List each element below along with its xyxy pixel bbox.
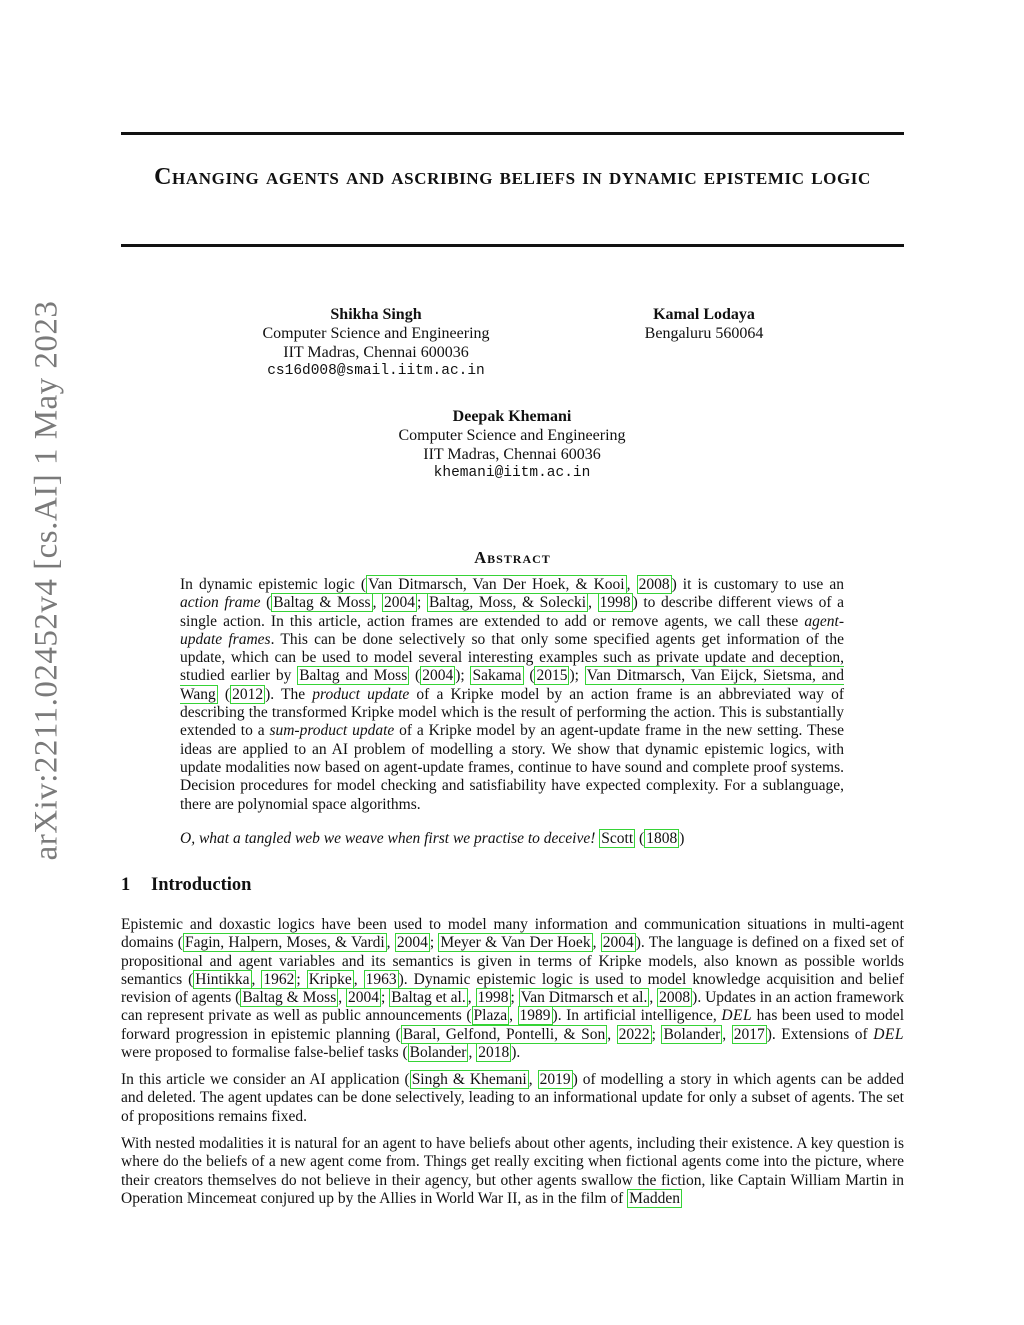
paper-title: Changing agents and ascribing beliefs in dynamic epistemic logic [154,164,871,190]
author-block [372,407,652,483]
citation-link[interactable]: Baltag, Moss, & Solecki [428,594,587,612]
abstract-text: In dynamic epistemic logic ( Van Ditmarsch, Van Der Hoek, & Kooi , 2008 ) it is customary to use an action frame ( Baltag & Moss , 2004 ; Baltag, Moss, & Solecki , 1998 ) to describe different views of a single action. In this article, action frames are extended to add or remove agents, we call these agent-update frames. This can be done selectively so that only some specified agents get information of the update, which can be used to model several interesting examples such as private update and deception, studied earlier by Baltag and Moss ( 2004 ); Sakama ( 2015 ); Van Ditmarsch, Van Eijck, Sietsma, and Wang ( 2012 ). The product update of a Kripke model by an action frame is an abbreviated way of describing the transformed Kripke model which is the result of performing the action. This is substantially extended to a sum-product update of a Kripke model by an agent-update frame in the new setting. These ideas are applied to an AI problem of modelling a story. We show that dynamic epistemic logics, with update modalities now based on agent-update frames, continue to have sound and complete proof systems. Decision procedures for model checking and satisfiability have expected complexity. For a sublanguage, there are polynomial space algorithms. [180,576,845,813]
citation-link[interactable]: Singh & Khemani [411,1071,527,1088]
citation-link[interactable]: 1963 [365,970,397,988]
citation-link[interactable]: 2004 [384,594,416,612]
citation-link[interactable]: 2022 [618,1025,650,1043]
author-block [604,305,804,343]
citation-link[interactable]: Van Ditmarsch, Van Eijck, Sietsma, and Wang [180,667,844,703]
citation-link[interactable]: Bolander [663,1025,721,1043]
citation-link[interactable]: Hintikka [195,970,250,988]
body-paragraph: Epistemic and doxastic logics have been used to model many information and communication situations in multi-agent domains ( Fagin, Halpern, Moses, & Vardi , 2004 ; Meyer & Van Der Hoek , 2004 ). The language is defined on a fixed set of propositional and agent variables and its semantics is given in terms of Kripke models, also known as possible worlds semantics ( Hintikka , 1962 ; Kripke , 1963 ). Dynamic epistemic logic is used to model knowledge acquisition and belief revision of agents ( Baltag & Moss , 2004 ; Baltag et al. , 1998 ; Van Ditmarsch et al. , 2008 ). Updates in an action framework can represent private as well as public announcements ( Plaza , 1989 ). In artificial intelligence, DEL has been used to model forward progression in epistemic planning ( Baral, Gelfond, Pontelli, & Son , 2022 ; Bolander , 2017 ). Extensions of DEL were proposed to formalise false-belief tasks ( Bolander , 2018 ). [121,916,905,1062]
citation-link[interactable]: Meyer & Van Der Hoek [440,934,591,952]
section-heading [121,875,251,896]
citation-link[interactable]: Fagin, Halpern, Moses, & Vardi [184,934,385,952]
citation-link[interactable]: 2008 [659,989,691,1007]
arxiv-identifier: arXiv:2211.02452v4 [cs.AI] 1 May 2023 [28,300,65,860]
abstract-heading: Abstract [474,548,551,567]
section-title: Introduction [151,875,252,895]
citation-link[interactable]: Plaza [473,1007,508,1025]
body-paragraph: In this article we consider an AI application ( Singh & Khemani , 2019 ) of modelling a story in which agents can be added and deleted. The agent updates can be done selectively, leading to an informational update for only a subset of agents. The set of propositions remains fixed. [121,1071,904,1125]
citation-link[interactable]: 2018 [478,1044,510,1062]
author-block [236,305,516,381]
citation-link[interactable]: 2004 [348,989,380,1007]
author-address: IIT Madras, Chennai 60036 [423,446,601,463]
citation-link[interactable]: Baltag & Moss [273,594,371,612]
body-paragraph: With nested modalities it is natural for an agent to have beliefs about other agents, including their existence. A key question is where do the beliefs of a new agent come from. Things get really exciting when fictional agents come into the picture, where their creators themselves do not believe in their agency, but other agents swallow the fiction, like Captain William Martin in Operation Mincemeat conjured up by the Allies in World War II, as in the film of Madden [121,1135,904,1207]
math-symbol: DEL [721,1007,753,1025]
citation-link[interactable]: Bolander [409,1044,467,1062]
epigraph-quote: O, what a tangled web we weave when first we practise to deceive! [180,830,596,847]
author-address: Bengaluru 560064 [644,325,764,342]
author-affiliation: Computer Science and Engineering [262,325,490,342]
author-email[interactable]: cs16d008@smail.iitm.ac.in [267,363,485,379]
arxiv-sidebar [24,195,70,965]
epigraph: O, what a tangled web we weave when first we practise to deceive! Scott ( 1808 ) [180,830,685,847]
citation-link[interactable]: 2004 [422,667,454,685]
citation-link[interactable]: Baral, Gelfond, Pontelli, & Son [402,1025,606,1043]
author-address: IIT Madras, Chennai 600036 [283,344,469,361]
citation-link[interactable]: Madden [629,1189,680,1207]
title-rule-top [121,132,904,135]
citation-link[interactable]: 2008 [638,576,670,593]
citation-link[interactable]: Van Ditmarsch, Van Der Hoek, & Kooi [368,576,625,593]
citation-link[interactable]: Baltag et al. [391,989,466,1007]
math-symbol: DEL [873,1025,904,1043]
citation-link[interactable]: 1998 [599,594,631,612]
citation-link[interactable]: 2004 [602,934,634,952]
citation-link[interactable]: Baltag and Moss [299,667,408,685]
citation-link[interactable]: Sakama [472,667,522,685]
section-number: 1 [121,875,131,895]
citation-link[interactable]: Van Ditmarsch et al. [520,989,648,1007]
citation-link[interactable]: 2015 [536,667,568,685]
citation-link[interactable]: 1989 [519,1007,551,1025]
citation-link[interactable]: 2012 [232,685,264,703]
author-name: Kamal Lodaya [653,306,755,323]
citation-link[interactable]: 2004 [396,934,428,952]
citation-link[interactable]: 1808 [646,830,678,847]
author-name: Shikha Singh [330,306,422,323]
citation-link[interactable]: Baltag & Moss [242,989,337,1007]
citation-link[interactable]: 2019 [539,1071,571,1088]
title-rule-bottom [121,244,904,247]
author-email[interactable]: khemani@iitm.ac.in [433,465,591,481]
author-name: Deepak Khemani [452,408,572,425]
citation-link[interactable]: Kripke [308,970,352,988]
citation-link[interactable]: 1962 [263,970,295,988]
citation-link[interactable]: 1998 [477,989,509,1007]
citation-link[interactable]: 2017 [733,1025,765,1043]
author-affiliation: Computer Science and Engineering [398,427,626,444]
citation-link[interactable]: Scott [601,830,634,847]
